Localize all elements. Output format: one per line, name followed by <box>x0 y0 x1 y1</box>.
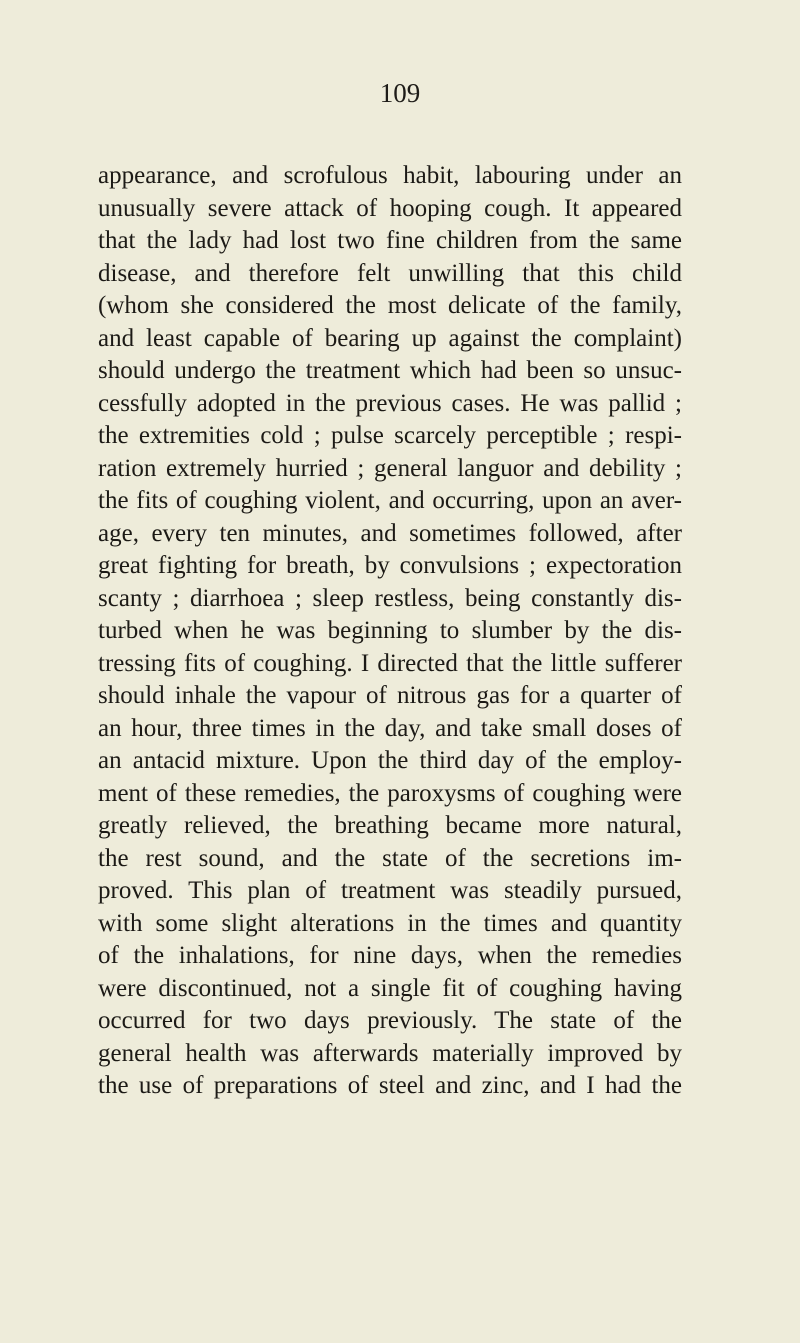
text-line: of the inhalations, for nine days, when the remedies <box>98 942 682 969</box>
text-line: disease, and therefore felt unwilling that this child <box>98 259 682 287</box>
text-line: great fighting for breath, by convulsions ; expectoration <box>98 552 682 579</box>
text-line: the rest sound, and the state of the secretions im- <box>98 844 682 872</box>
text-line: should inhale the vapour of nitrous gas for a quarter of <box>98 682 682 709</box>
text-line: that the lady had lost two fine children from the same <box>98 227 682 254</box>
body-text <box>98 160 682 1103</box>
text-line: scanty ; diarrhoea ; sleep restless, being constantly dis- <box>98 584 682 612</box>
text-line: the fits of coughing violent, and occurring, upon an aver- <box>98 487 682 514</box>
text-line: cessfully adopted in the previous cases. He was pallid ; <box>98 389 682 417</box>
text-line: with some slight alterations in the times and quantity <box>98 909 682 937</box>
text-line: tressing fits of coughing. I directed that the little sufferer <box>98 649 682 677</box>
text-line: appearance, and scrofulous habit, labouring under an <box>98 162 682 189</box>
text-line: greatly relieved, the breathing became more natural, <box>98 812 682 839</box>
page-number: 109 <box>379 78 421 108</box>
text-line: ment of these remedies, the paroxysms of coughing were <box>98 779 682 807</box>
text-line: occurred for two days previously. The state of the <box>98 1007 682 1034</box>
text-line: general health was afterwards materially improved by <box>98 1039 682 1067</box>
text-line: (whom she considered the most delicate of the family, <box>98 292 682 319</box>
text-line: turbed when he was beginning to slumber by the dis- <box>98 617 682 644</box>
text-line: age, every ten minutes, and sometimes followed, after <box>98 519 682 547</box>
text-line: ration extremely hurried ; general languor and debility ; <box>98 454 682 482</box>
text-line: should undergo the treatment which had been so unsuc- <box>98 357 682 384</box>
text-line: an antacid mixture. Upon the third day of the employ- <box>98 747 682 774</box>
text-line: proved. This plan of treatment was steadily pursued, <box>98 877 682 904</box>
text-line: were discontinued, not a single fit of coughing having <box>98 974 682 1002</box>
text-line: unusually severe attack of hooping cough. It appeared <box>98 194 682 222</box>
text-line: the extremities cold ; pulse scarcely perceptible ; respi- <box>98 422 682 449</box>
text-line: and least capable of bearing up against the complaint) <box>98 324 682 352</box>
text-line: an hour, three times in the day, and take small doses of <box>98 714 682 742</box>
text-line: the use of preparations of steel and zinc, and I had the <box>98 1072 682 1099</box>
